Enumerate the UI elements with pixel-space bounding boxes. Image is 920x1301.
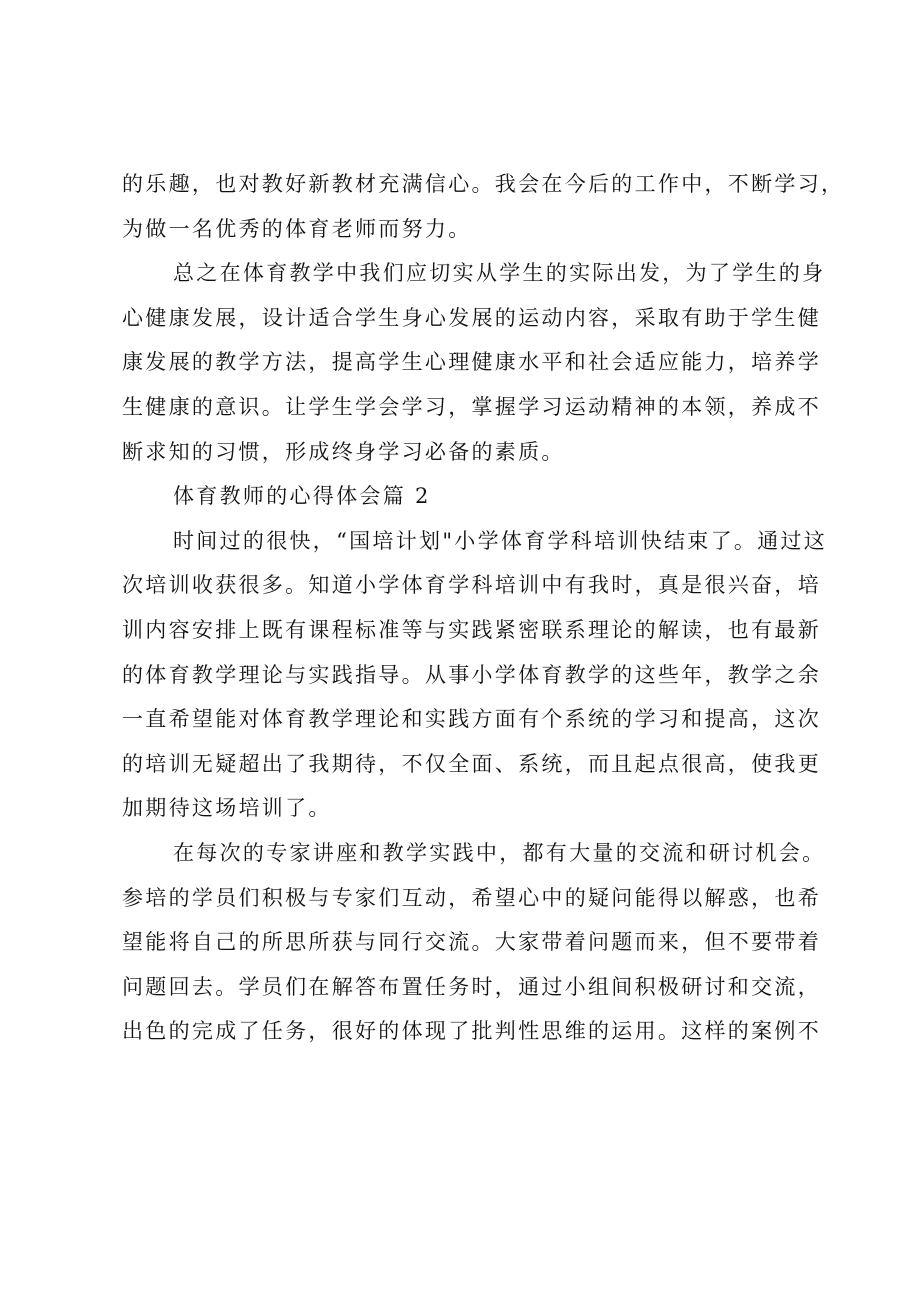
- paragraph-line: 心健康发展，设计适合学生身心发展的运动内容，采取有助于学生健: [122, 305, 821, 330]
- paragraph-1: [122, 162, 845, 251]
- paragraph-line: 望能将自己的所思所获与同行交流。大家带着问题而来，但不要带着: [122, 930, 821, 955]
- paragraph-2: [122, 251, 826, 474]
- paragraph-4: [122, 831, 826, 1054]
- paragraph-line: 的体育教学理论与实践指导。从事小学体育教学的这些年，教学之余: [122, 662, 821, 687]
- paragraph-line: 问题回去。学员们在解答布置任务时，通过小组间积极研讨和交流，: [122, 974, 821, 999]
- paragraph-line: 断求知的习惯，形成终身学习必备的素质。: [122, 439, 565, 464]
- paragraph-line: 在每次的专家讲座和教学实践中，都有大量的交流和研讨机会。: [173, 840, 826, 865]
- paragraph-line: 时间过的很快，“国培计划"小学体育学科培训快结束了。通过这: [173, 528, 828, 553]
- paragraph-3: [122, 519, 828, 831]
- paragraph-line: 的乐趣，也对教好新教材充满信心。我会在今后的工作中，不断学习，: [122, 172, 845, 196]
- document-body: [122, 162, 845, 1054]
- paragraph-line: 一直希望能对体育教学理论和实践方面有个系统的学习和提高，这次: [122, 707, 821, 732]
- paragraph-line: 次培训收获很多。知道小学体育学科培训中有我时，真是很兴奋，培: [122, 573, 821, 598]
- paragraph-line: 总之在体育教学中我们应切实从学生的实际出发，为了学生的身: [173, 261, 826, 286]
- paragraph-line: 出色的完成了任务，很好的体现了批判性思维的运用。这样的案例不: [122, 1019, 821, 1044]
- paragraph-line: 的培训无疑超出了我期待，不仅全面、系统，而且起点很高，使我更: [122, 751, 821, 776]
- paragraph-line: 生健康的意识。让学生学会学习，掌握学习运动精神的本领，养成不: [122, 394, 821, 419]
- paragraph-line: 参培的学员们积极与专家们互动，希望心中的疑问能得以解惑，也希: [122, 885, 821, 910]
- paragraph-line: 训内容安排上既有课程标准等与实践紧密联系理论的解读，也有最新: [122, 617, 821, 642]
- section-heading: 体育教师的心得体会篇 2: [173, 484, 431, 509]
- paragraph-line: 康发展的教学方法，提高学生心理健康水平和社会适应能力，培养学: [122, 350, 821, 375]
- paragraph-line: 为做一名优秀的体育老师而努力。: [122, 216, 472, 241]
- paragraph-line: 加期待这场培训了。: [122, 796, 332, 821]
